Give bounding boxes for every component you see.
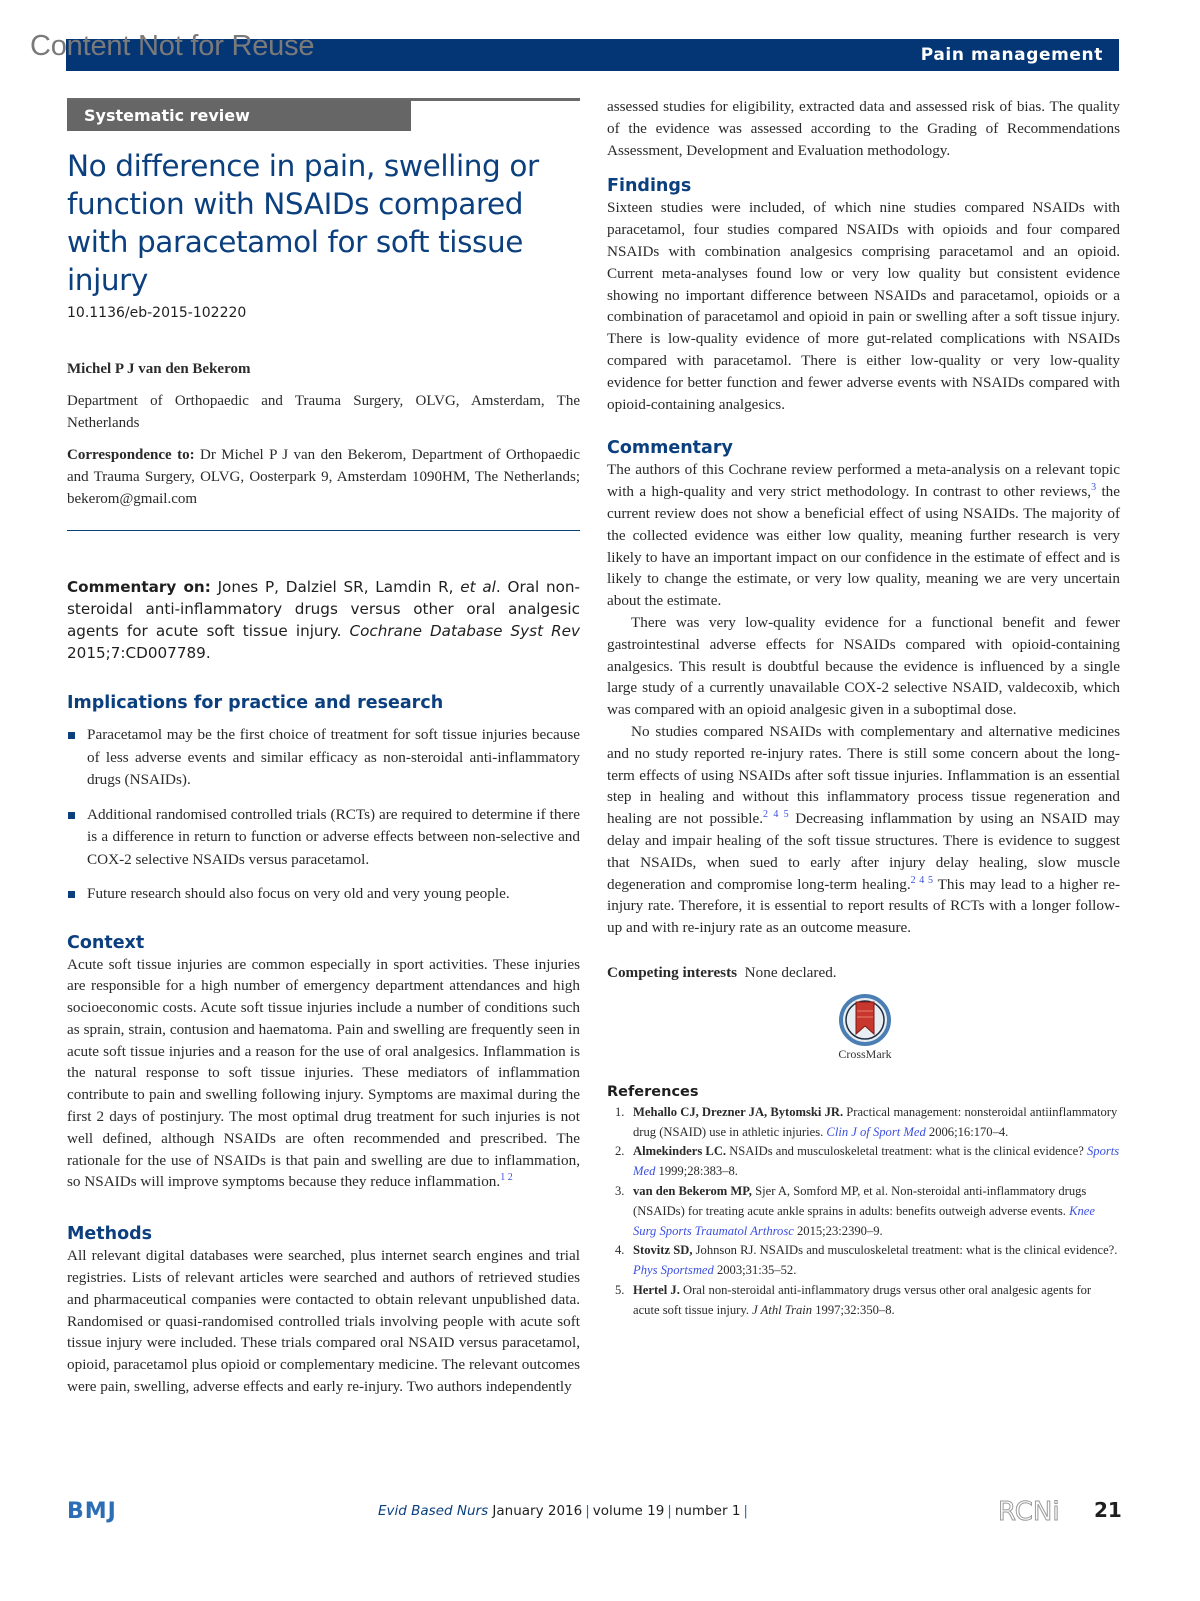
implications-list [67,724,580,906]
crossmark-badge[interactable] [834,994,896,1062]
implication-text: Future research should also focus on very old and very young people. [87,885,510,902]
implication-item [67,724,580,792]
findings-heading: Findings [607,176,692,197]
doi[interactable]: 10.1136/eb-2015-102220 [67,305,247,321]
reference-authors: van den Bekerom MP, [633,1184,752,1199]
reference-journal-link[interactable]: Clin J of Sport Med [826,1124,926,1139]
commentary-paragraph [607,459,1120,612]
footer-journal: Evid Based Nurs [378,1503,489,1519]
reference-citation: 2015;23:2390–9. [793,1223,883,1238]
reference-authors: Stovitz SD, [633,1243,693,1258]
correspondence-label: Correspondence to: [67,447,195,463]
citation-link[interactable]: 3 [1091,482,1097,494]
reference-number: 4. [615,1243,625,1258]
reference-citation: 2006;16:170–4. [925,1124,1009,1139]
reference-title: Oral non-steroidal anti-inflammatory drugs versus other oral analgesic agents for acute soft tissue injury. [633,1283,1092,1317]
commentary-text: No studies compared NSAIDs with complementary and alternative medicines and no study reported re-injury rates. There is still some concern about the long-term effects of using NSAIDs after soft tissue injuries. Inflammation is an essential step in healing and without this inflammatory process tissue regeneration and healing are not possible. [607,722,1120,828]
commentary-on-label: Commentary on: [67,578,211,596]
implications-heading: Implications for practice and research [67,693,444,713]
reference-citation: 1997;32:350–8. [812,1302,895,1317]
reference-title: Johnson RJ. NSAIDs and musculoskeletal treatment: what is the clinical evidence?. [692,1243,1118,1258]
reference-title: Sjer A, Somford MP, et al. Non-steroidal anti-inflammatory drugs (NSAIDs) for treating acute ankle sprains in adults: benefits outweigh adverse events. [633,1184,1087,1218]
citation-link[interactable]: 2 4 5 [763,809,789,821]
implication-text: Additional randomised controlled trials (RCTs) are required to determine if there is a difference in return to function or adverse effects between non-selective and COX-2 selective NSAIDs versus paracetamol. [87,805,580,868]
square-bullet-icon [68,812,75,819]
reference-title: NSAIDs and musculoskeletal treatment: what is the clinical evidence? [726,1144,1087,1159]
commentary-on-journal: Cochrane Database Syst Rev [349,622,580,640]
findings-body: Sixteen studies were included, of which nine studies compared NSAIDs with paracetamol, four studies compared NSAIDs with opioids and four compared NSAIDs with combination analgesics comprising paracetamol and an opioid. Current meta-analyses found low or very low quality but consistent evidence showing no important difference between NSAIDs and paracetamol, opioids or a combination of paracetamol and opioid in pain or swelling after a soft tissue injury. There is low-quality evidence of more gut-related complications with NSAIDs compared with paracetamol. There is either low-quality or very low-quality evidence for better function and fewer adverse events with NSAIDs compared with opioid-containing analgesics. [607,199,1120,413]
author-name: Michel P J van den Bekerom [67,361,251,377]
methods-heading: Methods [67,1224,153,1245]
reference-item [607,1103,1120,1143]
article-type-badge [67,100,411,131]
context-body [67,954,580,1194]
section-label: Pain management [920,45,1103,65]
commentary-text: The authors of this Cochrane review performed a meta-analysis on a relevant topic with a high-quality and very strict methodology. In contrast to other reviews, [607,461,1120,501]
reference-citation: 1999;28:383–8. [655,1164,738,1179]
left-column [67,98,580,1398]
bmj-logo: BMJ [67,1499,117,1524]
separator: | [743,1503,748,1519]
rcni-logo: RCNi [998,1497,1060,1527]
commentary-on [67,576,580,664]
divider [67,530,580,531]
reference-number: 1. [615,1104,625,1119]
crossmark-label: CrossMark [838,1046,892,1061]
correspondence [67,444,580,510]
reference-authors: Mehallo CJ, Drezner JA, Bytomski JR. [633,1104,844,1119]
commentary-paragraph [607,721,1120,939]
reference-journal-link[interactable]: Phys Sportsmed [633,1263,714,1278]
implication-text: Paracetamol may be the first choice of treatment for soft tissue injuries because of less adverse events and similar efficacy as non-steroidal anti-inflammatory drugs (NSAIDs). [87,726,580,788]
commentary-on-citation: 2015;7:CD007789. [67,644,211,662]
reference-citation: 2003;31:35–52. [713,1263,797,1278]
references-list [607,1103,1120,1321]
competing-interests-value: None declared. [744,963,837,981]
context-text: Acute soft tissue injuries are common especially in sport activities. These injuries are responsible for a high number of emergency department attendances and high socioeconomic costs. Acute soft tissue injuries include a number of conditions such as sprain, strain, contusion and haematoma. Pain and swelling are frequently seen in acute soft tissue injuries and a reason for the use of oral analgesics. Inflammation is the natural response to soft tissue injuries. These mediators of inflammation contribute to pain and swelling following injury. Symptoms are maximal during the first 2 days of postinjury. The most optimal drug treatment for such injuries is not well defined, although NSAIDs are often recommended and prescribed. The rationale for the use of NSAIDs is that pain and swelling are due to inflammation, so NSAIDs will improve symptoms because they reduce inflammation. [67,955,580,1191]
reference-number: 3. [615,1184,625,1199]
context-heading: Context [67,932,145,953]
reference-journal-link[interactable]: Knee Surg Sports Traumatol Arthrosc [633,1203,1095,1238]
square-bullet-icon [68,732,75,739]
references-heading: References [607,1083,699,1100]
footer-citation [378,1503,751,1519]
correspondence-text: Dr Michel P J van den Bekerom, Department of Orthopaedic and Trauma Surgery, OLVG, Oosterpark 9, Amsterdam 1090HM, The Netherlands; bekerom@gmail.com [67,447,580,507]
separator: | [667,1503,672,1519]
commentary-heading: Commentary [607,438,733,459]
watermark: Content Not for Reuse [30,30,315,62]
affiliation: Department of Orthopaedic and Trauma Surgery, OLVG, Amsterdam, The Netherlands [67,393,580,431]
commentary-text: This may lead to a higher re-injury rate. Therefore, it is essential to report results of RCTs with a longer follow-up and with re-injury rate as an outcome measure. [607,875,1120,937]
footer-date: January 2016 [492,1503,583,1519]
reference-journal-link[interactable]: Sports Med [633,1144,1120,1179]
page-number: 21 [1094,1498,1122,1522]
reference-title: Practical management: nonsteroidal antiinflammatory drug (NSAID) use in athletic injuries. [633,1104,1118,1139]
footer-volume: volume 19 [592,1503,665,1519]
reference-journal: J Athl Train [752,1302,813,1317]
competing-interests [607,964,1120,982]
citation-link[interactable]: 2 4 5 [910,874,933,886]
commentary-body [607,459,1120,939]
citation-link[interactable]: 1 2 [500,1172,513,1184]
reference-item [607,1182,1120,1241]
article-type-label: Systematic review [84,106,250,125]
implication-item [67,804,580,872]
reference-number: 5. [615,1283,625,1298]
methods-body: All relevant digital databases were searched, plus internet search engines and trial registries. Lists of relevant articles were searched and authors of retrieved studies and pharmaceutical companies were contacted to obtain relevant unpublished data. Randomised or quasi-randomised controlled trials involving people with acute soft tissue injury were included. These trials compared oral NSAID versus paracetamol, opioid, paracetamol plus opioid or complementary medicine. The relevant outcomes were pain, swelling, adverse effects and early re-injury. Two authors independently [67,1247,580,1396]
competing-interests-label: Competing interests [607,963,738,981]
page-footer [0,1495,1200,1535]
reference-item [607,1281,1120,1321]
reference-item [607,1241,1120,1281]
commentary-on-title: . Oral non-steroidal anti-inflammatory drugs versus other oral analgesic agents for acute soft tissue injury. [67,578,581,640]
reference-authors: Almekinders LC. [633,1144,727,1159]
reference-item [607,1142,1120,1182]
reference-authors: Hertel J. [633,1283,680,1298]
implication-item [67,883,580,906]
footer-number: number 1 [674,1503,741,1519]
article-title: No difference in pain, swelling or function with NSAIDs compared with paracetamol for soft tissue injury [67,149,539,297]
commentary-text: Decreasing inflammation by using an NSAID may delay and impair healing of the soft tissue structures. There is evidence to suggest that NSAIDs, when sued to early after injury delay healing, slow muscle degeneration and compromise long-term healing. [607,810,1121,893]
square-bullet-icon [68,891,75,898]
reference-number: 2. [615,1144,625,1159]
methods-continued: assessed studies for eligibility, extracted data and assessed risk of bias. The quality of the evidence was assessed according to the Grading of Recommendations Assessment, Development and Evaluation methodology. [607,98,1120,159]
separator: | [585,1503,590,1519]
crossmark-icon [836,994,894,1046]
commentary-text: the current review does not show a beneficial effect of using NSAIDs. The majority of the collected evidence was either low quality, meaning further research is very likely to have an important impact on our confidence in the estimate of effect and is likely to change the estimate, or very low quality, meaning we are very uncertain about the estimate. [607,483,1121,610]
commentary-on-authors: Jones P, Dalziel SR, Lamdin R, [210,578,461,596]
right-column [607,96,1120,1321]
commentary-paragraph: There was very low-quality evidence for a functional benefit and fewer gastrointestinal adverse effects for NSAIDs compared with opioid-containing analgesics. This result is doubtful because the evidence is influenced by a single large study of a currently unavailable COX-2 selective NSAID, valdecoxib, which was compared with an opioid analgesic given in a suboptimal dose. [607,613,1120,719]
commentary-on-etal: et al [460,578,496,596]
